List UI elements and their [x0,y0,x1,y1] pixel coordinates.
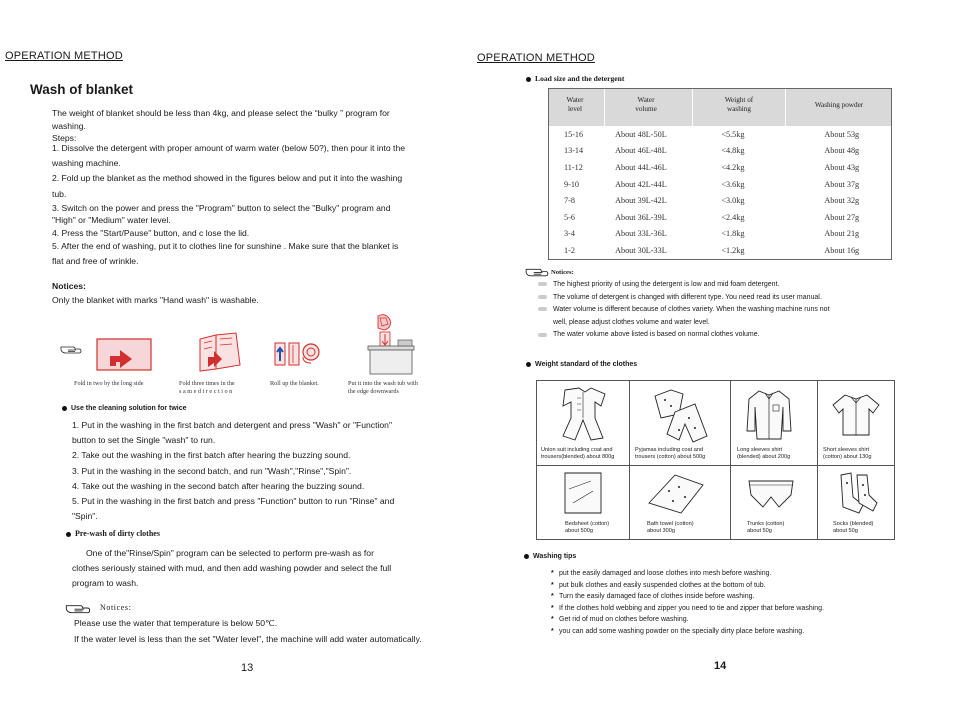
washer-tub-figure [364,314,418,376]
trunks-icon [745,475,797,513]
intro-line: The weight of blanket should be less than 4kg, and please select the “bulky ” program for [52,108,390,118]
table-cell: About 36L-39L [615,212,667,222]
table-cell: About 46L-48L [615,146,667,156]
prewash-line: One of the"Rinse/Spin" program can be selected to perform pre-wash as for [86,548,374,558]
clothes-label-line: about 500g [565,528,593,534]
notice-text: Water volume is different because of clothes variety. When the washing machine runs not [553,306,830,314]
tip-marker: * [551,604,554,612]
table-row [564,176,891,193]
clothes-label-line: Trunks (cotton) [747,521,785,527]
table-cell: About 48L-50L [615,129,667,139]
bedsheet-icon [561,469,605,517]
clothes-label-line: about 50g [833,528,858,534]
tip-item [551,603,824,615]
load-heading [526,74,624,83]
notice-marker-icon [538,333,547,337]
fold-three-times-figure [198,331,242,373]
table-cell: <1.2kg [721,245,745,255]
clothes-label-line: trousers(blended) about 800g [541,454,615,460]
clothes-label-line: Bath towel (cotton) [647,521,694,527]
caption-line: Roll up the blanket. [270,380,319,387]
table-cell: About 48g [824,146,860,156]
short-sleeve-shirt-icon [831,391,881,439]
figure-caption [348,380,418,396]
bullet-icon [526,77,531,82]
clothes-label-line: Long sleeves shirt [737,447,783,453]
cleaning-title: Use the cleaning solution for twice [71,405,187,412]
prewash-heading [66,529,160,538]
clothes-label-line: (cotton) about 130g [823,454,872,460]
notices-text: Only the blanket with marks "Hand wash" is washable. [52,295,259,305]
table-cell: About 33L-36L [615,229,667,239]
notice-item [538,304,830,317]
clothes-label-line: Short sleeves shirt [823,447,870,453]
tips-title: Washing tips [533,553,577,560]
clothes-label-line: Socks (blended) [833,521,874,527]
bullet-icon [66,532,71,537]
tip-marker: * [551,627,554,635]
step-line: 4. Press the "Start/Pause" button, and c lose the lid. [52,227,250,238]
notice2-line: If the water level is less than the set "Water level", the machine will add water automatically. [74,634,422,644]
cleaning-step-line: 1. Put in the washing in the first batch and detergent and press "Wash" or "Function" [72,420,393,430]
cleaning-heading [62,405,187,412]
step-line: 5. After the end of washing, put it to clothes line for sunshine . Make sure that the blanket is [52,240,399,251]
notice-text: The highest priority of using the detergent is low and mid foam detergent. [553,281,780,288]
clothes-label [747,521,784,535]
table-cell: About 44L-46L [615,162,667,172]
notice-item [538,329,830,342]
tip-text: you can add some washing powder on the specially dirty place before washing. [559,627,805,635]
table-cell: <2.4kg [721,212,745,222]
table-row [564,226,891,243]
intro-line: washing. [52,121,86,131]
table-cell: <3.6kg [721,179,745,189]
table-cell: 7-8 [564,196,575,206]
clothes-label-line: Pyjamas including coat and [635,447,704,453]
tip-text: If the clothes hold webbing and zipper you need to tie and zipper that before washing. [559,604,825,612]
step-line: 1. Dissolve the detergent with proper amount of warm water (below 50?), then pour it into the [52,143,406,153]
page-title: Wash of blanket [30,82,134,97]
figure-caption [270,380,319,388]
table-row [564,143,891,160]
right-notices [538,279,830,342]
figure-caption [74,380,143,388]
table-cell: 1-2 [564,245,575,255]
table-cell: 13-14 [564,146,584,156]
table-cell: About 53g [824,129,860,139]
step-line: flat and free of wrinkle. [52,255,139,266]
table-cell: 5-6 [564,212,575,222]
header-water-volume: Water volume [635,96,657,113]
table-cell: About 39L-42L [615,196,667,206]
table-cell: About 42L-44L [615,179,667,189]
long-sleeve-shirt-icon [743,387,795,443]
table-cell: About 37g [824,179,860,189]
clothes-label [737,447,790,461]
table-cell: About 43g [824,162,860,172]
caption-line: s a m e d i r e c t i o n [179,388,233,395]
table-cell: <4.2kg [721,162,745,172]
header-powder: Washing powder [814,101,864,109]
tip-item [551,568,824,580]
clothes-label [647,521,694,535]
fold-long-side-figure [96,338,152,372]
load-title: Load size and the detergent [535,74,625,83]
table-row [564,159,891,176]
notice-marker-icon [538,295,547,299]
clothes-label-line: trousers (cotton) about 500g [635,454,706,460]
bullet-icon [62,406,67,411]
notice-text: well, please adjust clothes volume and water level. [553,318,710,326]
socks-icon [835,469,879,517]
step-line: "High" or "Medium" water level. [52,214,171,225]
table-cell: 3-4 [564,229,575,239]
tip-item [551,580,824,592]
steps-label: Steps: [52,133,77,143]
table-cell: About 16g [824,245,860,255]
steps-list [52,141,405,269]
tips-list [551,568,824,638]
tip-item [551,591,824,603]
tip-item [551,614,824,626]
pointing-hand-icon [524,265,550,278]
table-cell: 11-12 [564,162,583,172]
figure-caption [179,380,235,396]
notice-item [538,317,830,330]
detergent-table-body [564,126,891,259]
header-weight: Weight of washing [724,96,754,113]
step-line: washing machine. [52,158,121,169]
notice-text: The volume of detergent is changed with different type. You need read its user manual. [553,293,822,301]
notices-label: Notices: [52,281,86,291]
right-notices-label: Notices: [551,269,574,276]
clothes-label [823,447,872,461]
table-row [564,209,891,226]
section-title-left: OPERATION METHOD [5,50,123,62]
cleaning-step-line: 2. Take out the washing in the first batch after hearing the buzzing sound. [72,450,351,461]
tip-text: put the easily damaged and loose clothes into mesh before washing. [559,570,772,577]
tip-marker: * [551,616,554,624]
pointing-hand-icon [60,343,82,355]
notices2-text [74,615,422,647]
prewash-text [72,546,391,592]
caption-line: the edge downwards [348,388,399,395]
clothes-label-line: about 300g [647,528,675,534]
table-cell: About 27g [824,212,860,222]
clothes-label [635,447,705,461]
notice-marker-icon [538,282,547,286]
cleaning-step-line: button to set the Single "wash" to run. [72,435,216,446]
tip-item [551,626,824,638]
pointing-hand-icon [64,601,92,615]
table-cell: About 32g [824,196,860,206]
detergent-table [548,88,892,260]
prewash-line: program to wash. [72,578,139,589]
step-line: 3. Switch on the power and press the "Program" button to select the "Bulky" program and [52,202,391,213]
tips-heading [524,553,576,560]
clothes-label [565,521,609,535]
prewash-line: clothes seriously stained with mud, and then add washing powder and select the full [72,563,392,574]
page-number-right: 14 [714,660,727,672]
step-line: tub. [52,188,67,199]
weight-title: Weight standard of the clothes [535,361,638,368]
table-cell: 9-10 [564,179,580,189]
clothes-weight-grid [536,380,895,540]
clothes-label [541,447,614,461]
table-cell: About 30L-33L [615,245,667,255]
table-cell: About 21g [824,229,860,239]
clothes-label-line: (blended) about 200g [737,454,791,460]
tip-text: put bulk clothes and easily suspended clothes at the bottom of tub. [559,581,766,589]
page-number-left: 13 [241,662,254,674]
caption-line: Put it into the wash tub with [348,380,418,387]
table-cell: <3.0kg [721,196,745,206]
notice-marker-icon [538,307,547,311]
table-row [564,242,891,259]
header-water-level: Water level [566,96,584,113]
roll-up-figure [273,335,323,371]
union-suit-icon [551,384,613,444]
table-cell: 15-16 [564,129,584,139]
tip-marker: * [551,570,554,577]
caption-line: Fold three times in the [179,380,235,387]
notice-text: The water volume above listed is based on normal clothes volume. [553,331,760,339]
clothes-label-line: about 50g [747,528,772,534]
tip-text: Get rid of mud on clothes before washing. [559,616,689,624]
bullet-icon [524,554,529,559]
table-cell: <5.5kg [721,129,745,139]
bullet-icon [526,362,531,367]
cleaning-step-line: 5. Put in the washing in the first batch and press "Function" button to run "Rinse" and [72,496,395,507]
prewash-title: Pre-wash of dirty clothes [75,529,160,538]
intro-text [52,107,452,143]
section-title-right: OPERATION METHOD [477,52,595,64]
step-line: 2. Fold up the blanket as the method showed in the figures below and put it into the washing [52,173,403,184]
notices2-label: Notices: [100,603,132,612]
notice-item [538,292,830,305]
table-cell: <4.8kg [721,146,745,156]
table-header [549,89,891,126]
tip-text: Turn the easily damaged face of clothes inside before washing. [559,593,755,601]
notice2-line: Please use the water that temperature is below 50℃. [74,618,278,628]
cleaning-steps [72,418,394,524]
cleaning-step-line: 4. Take out the washing in the second batch after hearing the buzzing sound. [72,480,365,491]
clothes-label [833,521,873,535]
bath-towel-icon [645,471,707,515]
table-cell: <1.8kg [721,229,745,239]
table-row [564,126,891,143]
tip-marker: * [551,593,554,601]
cleaning-step-line: 3. Put in the washing in the second batch, and run "Wash","Rinse","Spin". [72,465,352,476]
clothes-label-line: Bedsheet (cotton) [565,521,610,527]
tip-marker: * [551,581,554,589]
table-row [564,192,891,209]
clothes-label-line: Union suit including coat and [541,447,613,453]
caption-line: Fold in two by the long side [74,380,144,387]
pyjamas-icon [649,384,711,446]
cleaning-step-line: "Spin". [72,511,98,522]
notice-item [538,279,830,292]
weight-heading [526,361,637,368]
